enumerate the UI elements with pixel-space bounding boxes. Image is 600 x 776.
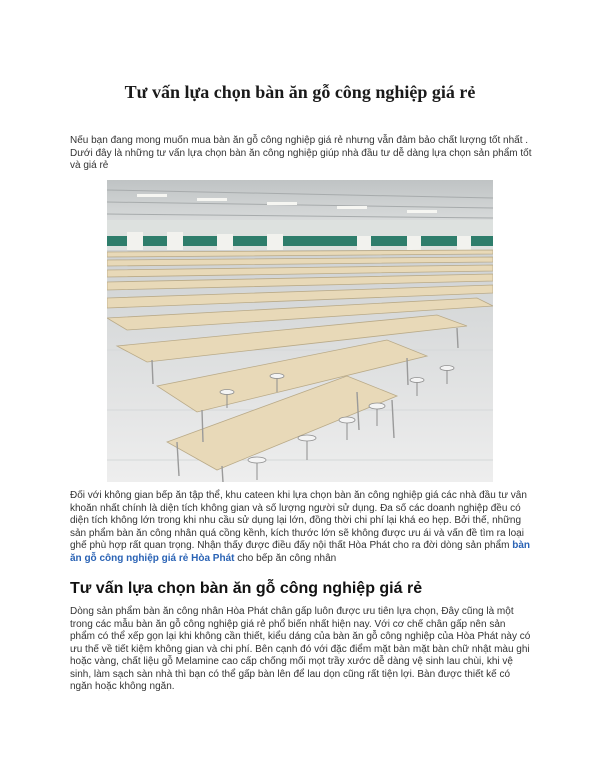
- cafeteria-illustration: [107, 180, 493, 482]
- cafeteria-tables-photo: [107, 180, 493, 482]
- intro-paragraph: Nếu bạn đang mong muốn mua bàn ăn gỗ công nghiệp giá rẻ nhưng vẫn đảm bảo chất lượng tốt nhất . Dưới đây là những tư vấn lựa chọn bàn ăn công nghiệp giúp nhà đầu tư dễ dàng lựa chọn sản phẩm tốt và giá rẻ: [70, 135, 532, 171]
- page-title: Tư vấn lựa chọn bàn ăn gỗ công nghiệp giá rẻ: [124, 82, 476, 103]
- para2-text-start: Đối với không gian bếp ăn tập thể, khu cateen khi lựa chọn bàn ăn công nghiệp giá các nhà đầu tư vân khoăn nhất chính là diện tích không gian và số lượng người sử dụng. Đa số các doanh nghiệp đều có diện tích không lớn trong khi nhu cầu sử dụng lại lớn, đồng thời chi phí lại khá eo hẹp. Bởi thế, những sản phẩm bàn ăn công nhân quá cồng kềnh, kích thước lớn sẽ không được ưu ái và vấn đề tìm ra loại ghế phù hợp rất quan trọng. Nhận thấy được điều đấy nội thất Hòa Phát cho ra đời dòng sản phẩm: [70, 490, 527, 551]
- body-paragraph-1: [70, 490, 532, 565]
- product-link[interactable]: bàn ăn gỗ công nghiệp giá rẻ Hòa Phát: [70, 540, 530, 564]
- section-heading: Tư vấn lựa chọn bàn ăn gỗ công nghiệp giá rẻ: [70, 580, 423, 597]
- body-paragraph-2: Dòng sản phẩm bàn ăn công nhân Hòa Phát chân gấp luôn được ưu tiên lựa chọn, Đây cũng là một trong các mẫu bàn ăn gỗ công nghiệp giá rẻ phổ biến nhất hiện nay. Với cơ chế chân gấp nên sản phẩm có thể xếp gọn lại khi không cần thiết, kiểu dáng của bàn ăn gỗ công nghiệp của Hòa Phát này có ưu thế về tiết kiệm không gian và chi phí. Bên cạnh đó với đặc điểm mặt bàn mặt bàn chữ nhật màu ghi hoặc vàng, chất liệu gỗ Melamine cao cấp chống mối mọt trầy xước dễ dàng vệ sinh lau chùi, khi vệ sinh, làm sạch sàn nhà thì bạn có thể gấp bàn lên để lau dọn cũng rất tiện lợi. Bàn được thiết kế có ngăn hoặc không ngăn.: [70, 606, 531, 692]
- para2-text-end: cho bếp ăn công nhân: [234, 552, 337, 564]
